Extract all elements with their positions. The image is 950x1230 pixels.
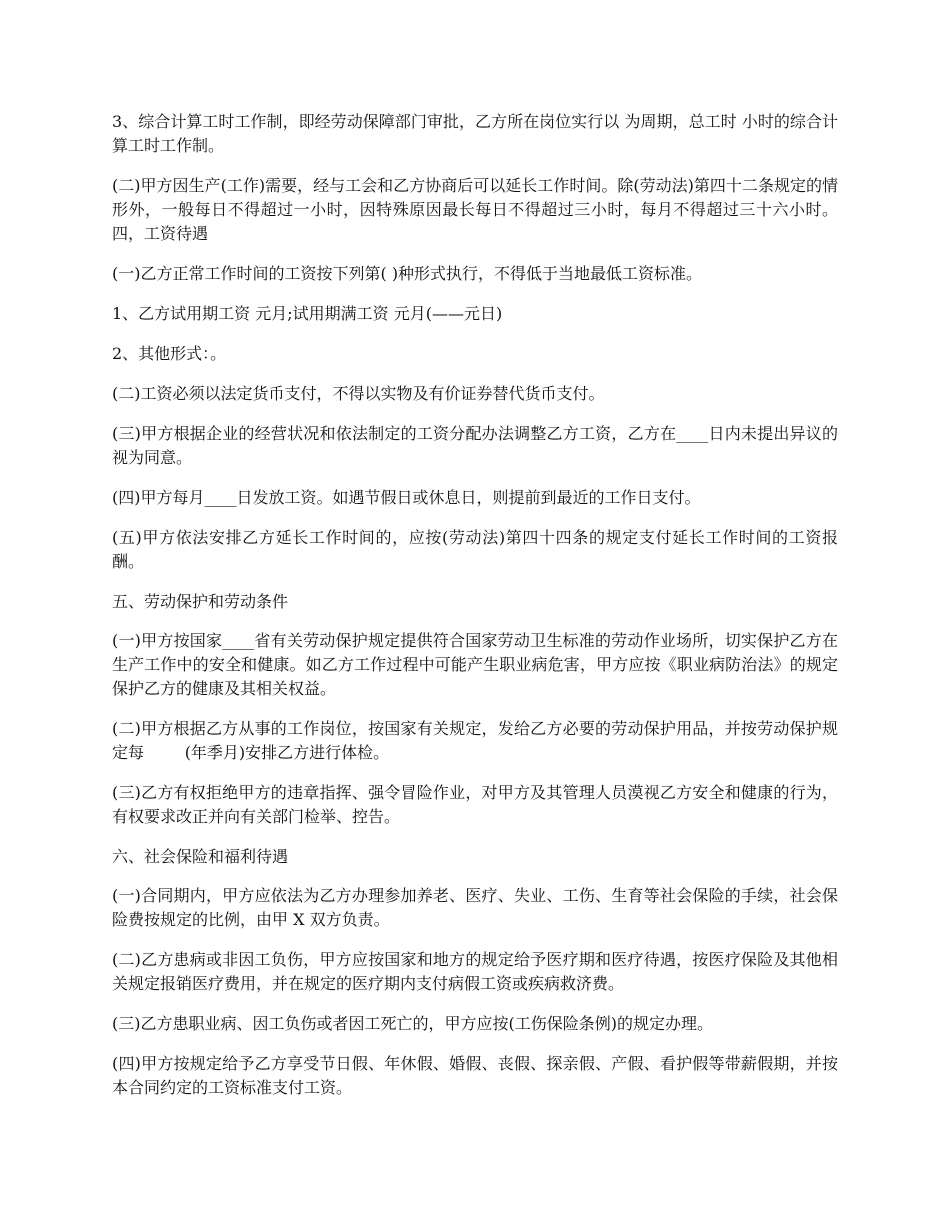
section-heading: 五、劳动保护和劳动条件: [112, 592, 289, 611]
paragraph: 2、其他形式：。: [112, 344, 227, 363]
paragraph: (四)甲方按规定给予乙方享受节日假、年休假、婚假、丧假、探亲假、产假、看护假等带薪假期，并按本合同约定的工资标准支付工资。: [112, 1054, 838, 1097]
paragraph: (二)乙方患病或非因工负伤，甲方应按国家和地方的规定给予医疗期和医疗待遇，按医疗保险及其他相关规定报销医疗费用，并在规定的医疗期内支付病假工资或疾病救济费。: [112, 950, 838, 993]
paragraph: 1、乙方试用期工资 元月;试用期满工资 元月(——元日): [112, 304, 503, 323]
section-heading: 六、社会保险和福利待遇: [112, 847, 289, 866]
paragraph: (二)工资必须以法定货币支付，不得以实物及有价证券替代货币支付。: [112, 384, 605, 403]
paragraph: (一)甲方按国家____省有关劳动保护规定提供符合国家劳动卫生标准的劳动作业场所，切实保护乙方在生产工作中的安全和健康。如乙方工作过程中可能产生职业病危害，甲方应按《职业病防治法》的规定保护乙方的健康及其相关权益。: [112, 631, 838, 698]
paragraph: (三)乙方患职业病、因工负伤或者因工死亡的，甲方应按(工伤保险条例)的规定办理。: [112, 1014, 713, 1033]
paragraph: 3、综合计算工时工作制，即经劳动保障部门审批，乙方所在岗位实行以 为周期，总工时 小时的综合计算工时工作制。: [112, 112, 838, 155]
paragraph: (二)甲方因生产(工作)需要，经与工会和乙方协商后可以延长工作时间。除(劳动法)第四十二条规定的情形外，一般每日不得超过一小时，因特殊原因最长每日不得超过三小时，每月不得超过三十六小时。 四，工资待遇: [112, 176, 879, 243]
paragraph: (四)甲方每月____日发放工资。如遇节假日或休息日，则提前到最近的工作日支付。: [112, 488, 701, 507]
paragraph: (一)乙方正常工作时间的工资按下列第( )种形式执行，不得低于当地最低工资标准。: [112, 264, 703, 283]
paragraph: (三)乙方有权拒绝甲方的违章指挥、强令冒险作业，对甲方及其管理人员漠视乙方安全和健康的行为，有权要求改正并向有关部门检举、控告。: [112, 783, 838, 826]
paragraph: (二)甲方根据乙方从事的工作岗位，按国家有关规定，发给乙方必要的劳动保护用品，并按劳动保护规定每 (年季月)安排乙方进行体检。: [112, 719, 838, 762]
paragraph: (三)甲方根据企业的经营状况和依法制定的工资分配办法调整乙方工资，乙方在____日内未提出异议的视为同意。: [112, 424, 838, 467]
paragraph: (五)甲方依法安排乙方延长工作时间的，应按(劳动法)第四十四条的规定支付延长工作时间的工资报酬。: [112, 528, 838, 571]
paragraph: (一)合同期内，甲方应依法为乙方办理参加养老、医疗、失业、工伤、生育等社会保险的手续，社会保险费按规定的比例，由甲 X 双方负责。: [112, 886, 838, 929]
